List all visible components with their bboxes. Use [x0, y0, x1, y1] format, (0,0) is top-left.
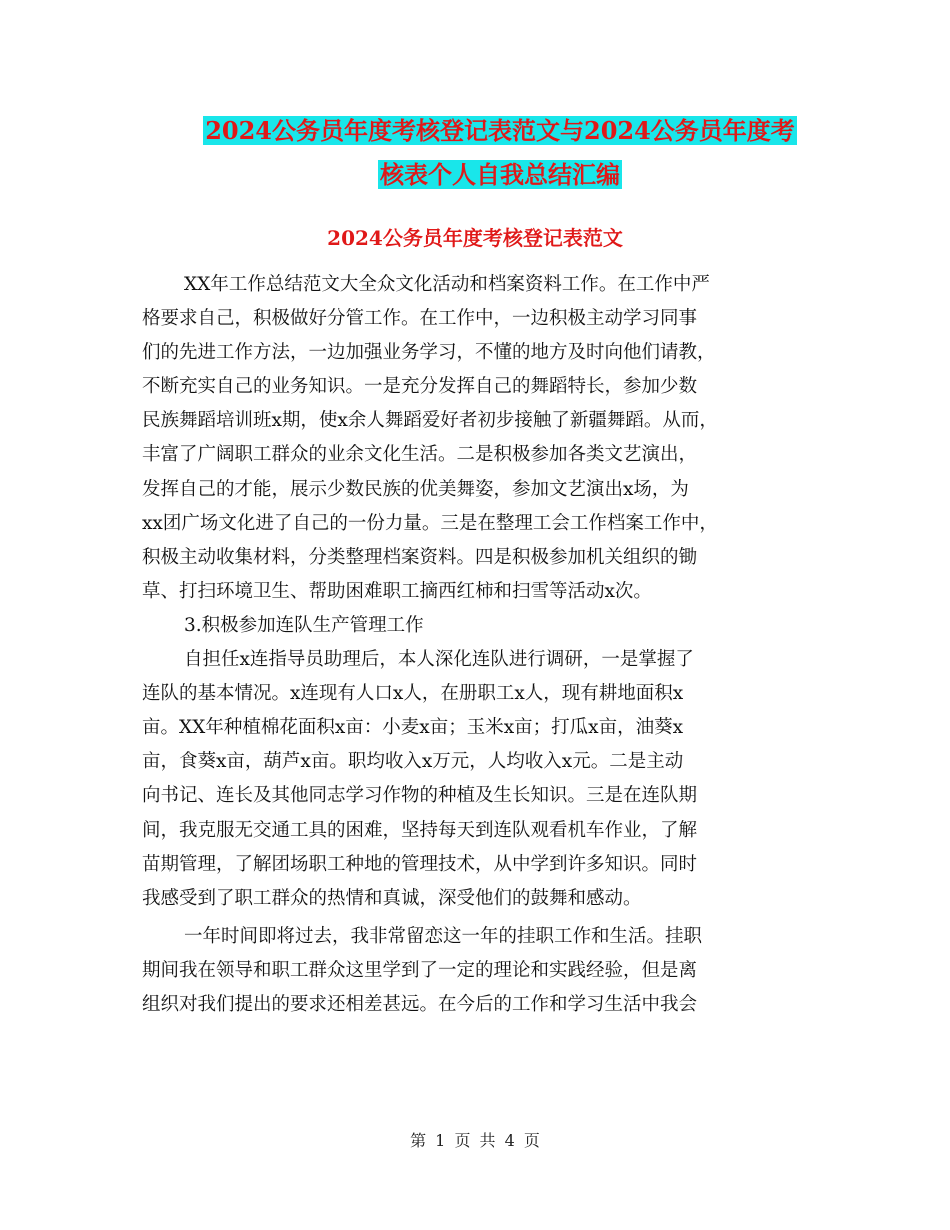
title-highlight-2: 核表个人自我总结汇编 — [380, 160, 620, 189]
paragraph-1-line: 丰富了广阔职工群众的业余文化生活。二是积极参加各类文艺演出， — [142, 444, 698, 466]
paragraph-1-line: 格要求自己，积极做好分管工作。在工作中，一边积极主动学习同事 — [142, 308, 698, 330]
paragraph-1-line: 不断充实自己的业务知识。一是充分发挥自己的舞蹈特长，参加少数 — [142, 376, 698, 398]
paragraph-2-line: 自担任x连指导员助理后，本人深化连队进行调研，一是掌握了 — [184, 649, 694, 671]
paragraph-3-line: 期间我在领导和职工群众这里学到了一定的理论和实践经验，但是离 — [142, 959, 698, 981]
document-body — [142, 268, 832, 1022]
title-highlight-1: 2024公务员年度考核登记表范文与2024公务员年度考 — [205, 116, 795, 145]
page-footer: 第 1 页 共 4 页 — [410, 1131, 540, 1150]
paragraph-1-line: xx团广场文化进了自己的一份力量。三是在整理工会工作档案工作中， — [142, 512, 718, 534]
document-title-line-1 — [120, 108, 880, 154]
paragraph-1-line: 草、打扫环境卫生、帮助困难职工摘西红柿和扫雪等活动x次。 — [142, 580, 652, 602]
subheading: 3.积极参加连队生产管理工作 — [184, 614, 424, 636]
paragraph-2-line: 向书记、连长及其他同志学习作物的种植及生长知识。三是在连队期 — [142, 785, 698, 807]
paragraph-1-line: 民族舞蹈培训班x期，使x余人舞蹈爱好者初步接触了新疆舞蹈。从而， — [142, 410, 718, 432]
paragraph-1-line: XX年工作总结范文大全众文化活动和档案资料工作。在工作中严 — [184, 274, 710, 295]
paragraph-3-line: 一年时间即将过去，我非常留恋这一年的挂职工作和生活。挂职 — [184, 925, 703, 947]
paragraph-2-line: 间，我克服无交通工具的困难，坚持每天到连队观看机车作业，了解 — [142, 819, 698, 841]
paragraph-1-line: 们的先进工作方法，一边加强业务学习，不懂的地方及时向他们请教， — [142, 342, 716, 364]
paragraph-2-line: 亩。XX年种植棉花面积x亩：小麦x亩；玉米x亩；打瓜x亩，油葵x — [142, 717, 684, 739]
paragraph-2-line: 苗期管理，了解团场职工种地的管理技术，从中学到许多知识。同时 — [142, 853, 698, 875]
paragraph-3-line: 组织对我们提出的要求还相差甚远。在今后的工作和学习生活中我会 — [142, 993, 698, 1015]
section-title: 2024公务员年度考核登记表范文 — [327, 226, 623, 250]
paragraph-2-line: 亩，食葵x亩，葫芦x亩。职均收入x万元，人均收入x元。二是主动 — [142, 751, 684, 773]
paragraph-1-line: 积极主动收集材料，分类整理档案资料。四是积极参加机关组织的锄 — [142, 546, 698, 568]
paragraph-1-line: 发挥自己的才能，展示少数民族的优美舞姿，参加文艺演出x场，为 — [142, 478, 689, 500]
paragraph-2-line: 连队的基本情况。x连现有人口x人，在册职工x人，现有耕地面积x — [142, 683, 684, 705]
paragraph-2-line: 我感受到了职工群众的热情和真诚，深受他们的鼓舞和感动。 — [142, 887, 642, 909]
document-title-line-2 — [120, 152, 880, 198]
